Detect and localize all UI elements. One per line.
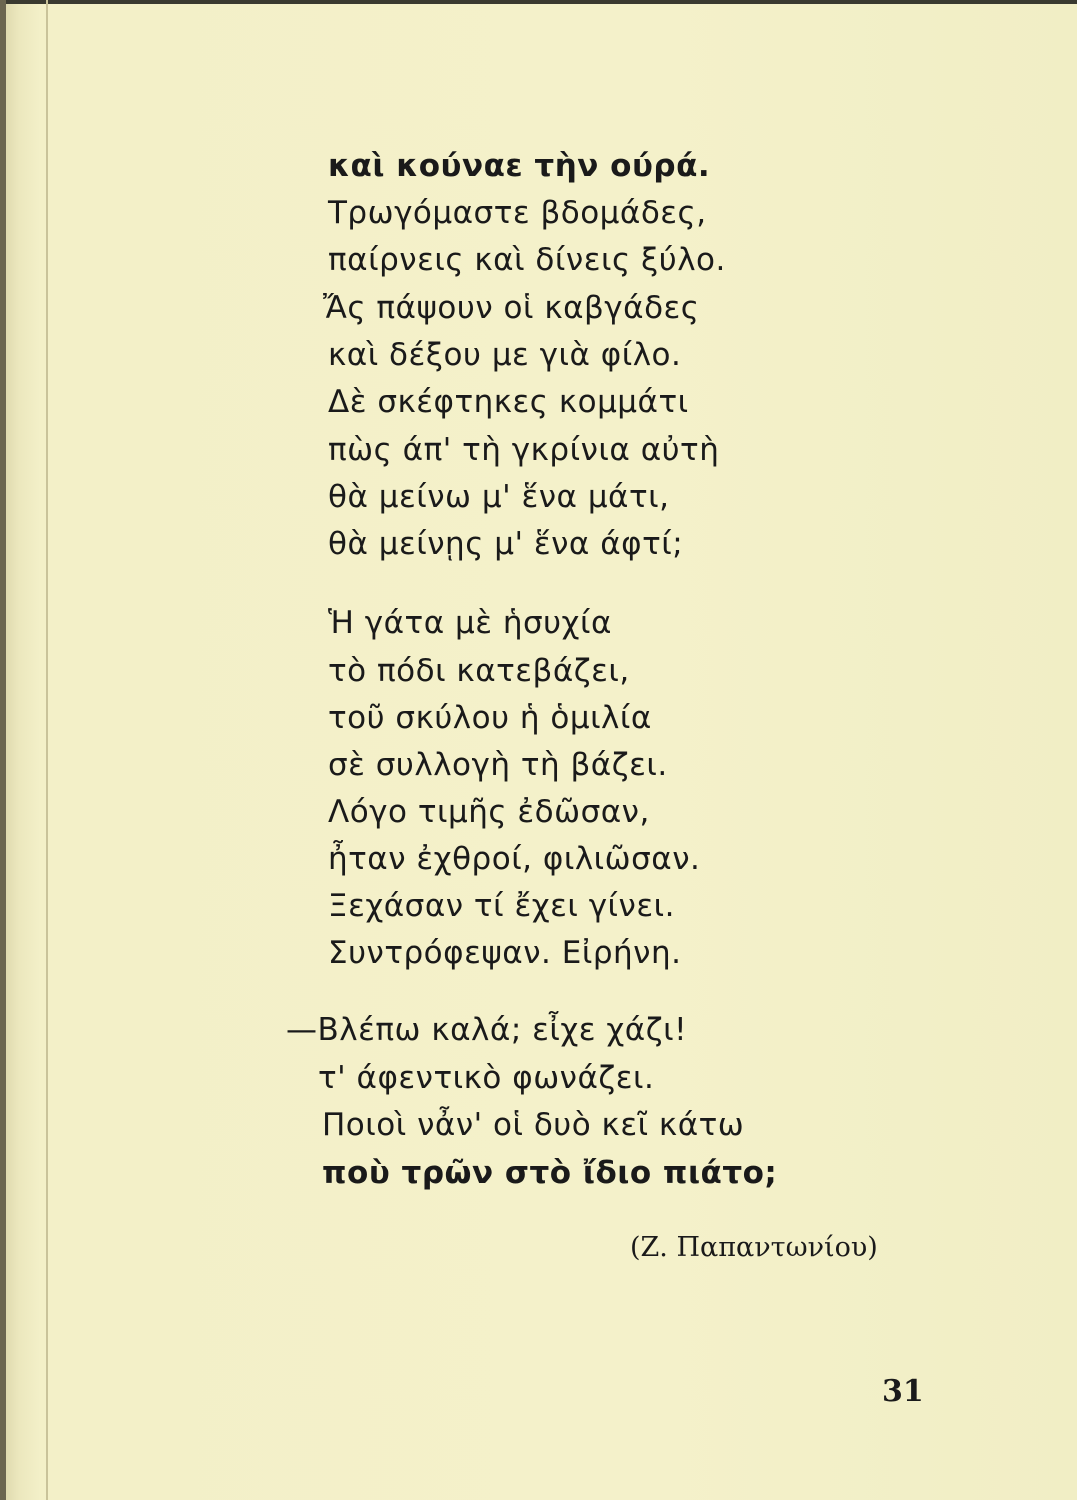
poem-line: Ποιοὶ νἆν' οἱ δυὸ κεῖ κάτω <box>322 1107 745 1143</box>
poem-line: Ἡ γάτα μὲ ἡσυχία <box>328 605 612 641</box>
poem-line: Δὲ σκέφτηκες κομμάτι <box>328 384 689 420</box>
poem-line: θὰ μείνω μ' ἕνα μάτι, <box>328 479 670 515</box>
poem-line: ἦταν ἐχθροί, φιλιῶσαν. <box>328 841 701 877</box>
poem-line: Ἄς πάψουν οἱ καβγάδες <box>323 290 700 326</box>
poem-line: καὶ δέξου με γιὰ φίλο. <box>328 337 682 373</box>
poem-line: Ξεχάσαν τί ἔχει γίνει. <box>328 888 675 924</box>
page-number: 31 <box>882 1374 924 1409</box>
poem-line: καὶ κούναε τὴν ούρά. <box>328 148 711 184</box>
poem-line: σὲ συλλογὴ τὴ βάζει. <box>328 747 668 783</box>
poem-line: παίρνεις καὶ δίνεις ξύλο. <box>328 242 726 278</box>
poem-line: θὰ μείνῃς μ' ἕνα άφτί; <box>328 526 684 562</box>
poem-line: Συντρόφεψαν. Εἰρήνη. <box>328 935 682 971</box>
poem-line: —Βλέπω καλά; εἶχε χάζι! <box>286 1012 688 1048</box>
poem-line: ποὺ τρῶν στὸ ἴδιο πιάτο; <box>322 1155 778 1191</box>
poem-line: πὼς άπ' τὴ γκρίνια αὐτὴ <box>328 432 720 468</box>
poem-line: τὸ πόδι κατεβάζει, <box>328 653 630 689</box>
author-attribution: (Ζ. Παπαντωνίου) <box>630 1232 878 1263</box>
poem-line: τ' άφεντικὸ φωνάζει. <box>318 1060 655 1096</box>
poem-line: Λόγο τιμῆς ἐδῶσαν, <box>328 794 650 830</box>
poem-line: τοῦ σκύλου ἡ ὁμιλία <box>328 700 652 736</box>
poem-line: Τρωγόμαστε βδομάδες, <box>328 195 707 231</box>
